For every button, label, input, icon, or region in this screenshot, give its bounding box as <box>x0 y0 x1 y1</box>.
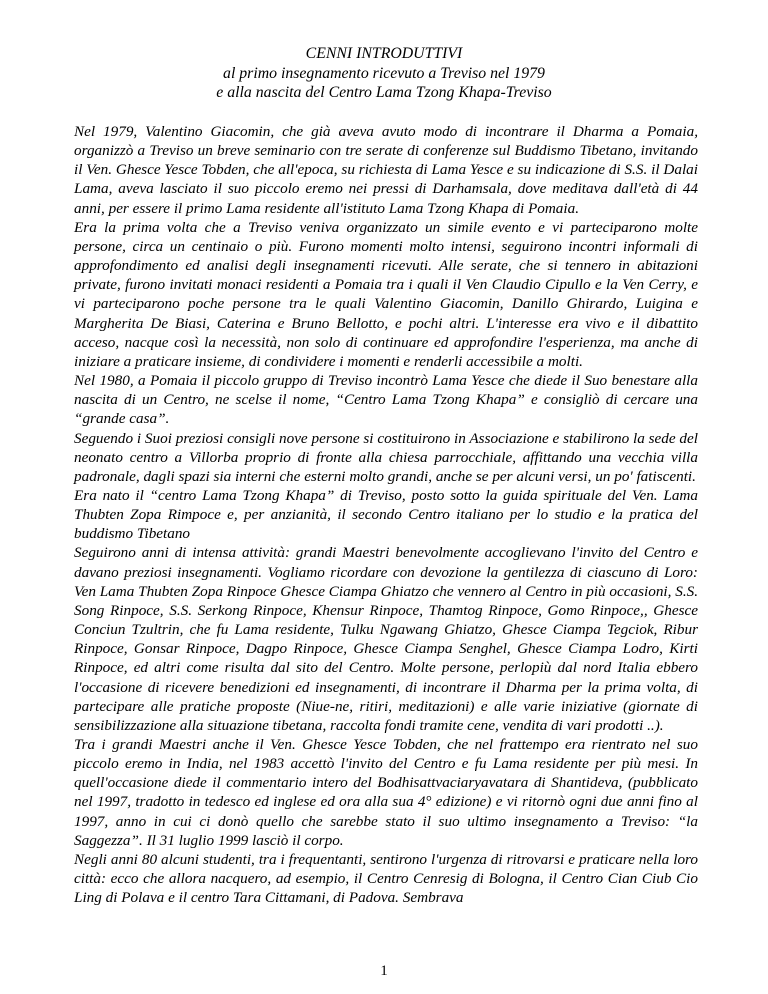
header-subtitle-line-2: e alla nascita del Centro Lama Tzong Khapa-Treviso <box>216 84 552 101</box>
paragraph-first-event: Era la prima volta che a Treviso veniva organizzato un simile evento e vi parteciparono molte persone, circa un centinaio o più. Furono momenti molto intensi, seguirono incontri informali di approfondimento ed analisi degli insegnamenti ricevuti. Alle serate, che si tennero in abitazioni private, furono invitati monaci residenti a Pomaia tra i quali il Ven Claudio Cipullo e la Ven Cerry, e vi parteciparono poche persone tra le quali Valentino Giacomin, Danillo Ghirardo, Luigina e Margherita De Biasi, Caterina e Bruno Bellotto, e pochi altri. L'interesse era vivo e il dibattito acceso, nacque così la necessità, non solo di continuare ed approfondire l'esperienza, ma anche di iniziare a praticare insieme, di condividere i momenti e renderli accessibile a molti. <box>74 218 698 370</box>
document-body <box>74 122 698 907</box>
paragraph-ghesce-yesce-tobden: Tra i grandi Maestri anche il Ven. Ghesce Yesce Tobden, che nel frattempo era rientrato nel suo piccolo eremo in India, nel 1983 accettò l'invito del Centro e fu Lama residente per più mesi. In quell'occasione diede il commentario intero del Bodhisattvaciaryavatara di Shantideva, (pubblicato nel 1997, tradotto in tedesco ed inglese ed ora alla sua 4° edizione) e vi ritornò ogni due anni fino al 1997, anno in cui ci donò quello che sarebbe stato il suo ultimo insegnamento a Treviso: “la Saggezza”. Il 31 luglio 1999 lasciò il corpo. <box>74 736 698 849</box>
paragraph-1980-lama-yesce: Nel 1980, a Pomaia il piccolo gruppo di Treviso incontrò Lama Yesce che diede il Suo benestare alla nascita di un Centro, ne scelse il nome, “Centro Lama Tzong Khapa” e consigliò di cercare una “grande casa”. <box>74 372 698 428</box>
paragraph-1979-seminar: Nel 1979, Valentino Giacomin, che già aveva avuto modo di incontrare il Dharma a Pomaia, organizzò a Treviso un breve seminario con tre serate di conferenze sul Buddismo Tibetano, invitando il Ven. Ghesce Yesce Tobden, che all'epoca, su richiesta di Lama Yesce e su indicazione di S.S. il Dalai Lama, aveva lasciato il suo piccolo eremo nei pressi di Darhamsala, dove meditava dall'età di 44 anni, per essere il primo Lama residente all'istituto Lama Tzong Khapa di Pomaia. <box>74 123 698 217</box>
paragraph-masters: Seguirono anni di intensa attività: grandi Maestri benevolmente accoglievano l'invito del Centro e davano preziosi insegnamenti. Vogliamo ricordare con devozione la gentilezza di ciascuno di Loro: Ven Lama Thubten Zopa Rinpoce Ghesce Ciampa Ghiatzo che vennero al Centro in più occasioni, S.S. Song Rinpoce, S.S. Serkong Rinpoce, Khensur Rinpoce, Thamtog Rinpoce, Gomo Rinpoce,, Ghesce Conciun Tzultrin, che fu Lama residente, Tulku Ngawang Ghiatzo, Ghesce Ciampa Tegciok, Ribur Rinpoce, Gonsar Rinpoce, Dagpo Rinpoce, Ghesce Ciampa Senghel, Ghesce Ciampa Lodro, Kirti Rinpoce, ed altri come risulta dal sito del Centro. Molte persone, perlopiù dal nord Italia ebbero l'occasione di ricevere benedizioni ed insegnamenti, di incontrare il Dharma per la prima volta, di partecipare alle pratiche proposte (Niue-ne, ritiri, meditazioni) e alle varie iniziative (giornate di sensibilizzazione alla situazione tibetana, raccolta fondi tramite cene, vendita di vari prodotti ..). <box>74 544 699 734</box>
paragraph-association: Seguendo i Suoi preziosi consigli nove persone si costituirono in Associazione e stabilirono la sede del neonato centro a Villorba proprio di fronte alla chiesa parrocchiale, affittando una vecchia villa padronale, dagli spazi sia interni che esterni molto grandi, anche se per alcuni versi, un po' fatiscenti. <box>74 429 698 485</box>
paragraph-centre-born: Era nato il “centro Lama Tzong Khapa” di Treviso, posto sotto la guida spirituale del Ven. Lama Thubten Zopa Rimpoce e, per anzianità, il secondo Centro italiano per lo studio e la pratica del buddismo Tibetano <box>74 486 698 543</box>
header-title: CENNI INTRODUTTIVI <box>305 45 463 62</box>
paragraph-80s-students: Negli anni 80 alcuni studenti, tra i frequentanti, sentirono l'urgenza di ritrovarsi e praticare nella loro città: ecco che allora nacquero, ad esempio, il Centro Cenresig di Bologna, il Centro Cian Ciub Cio Ling di Polava e il centro Tara Cittamani, di Padova. Sembrava <box>74 850 698 907</box>
page-number: 1 <box>380 963 388 979</box>
header-subtitle-line-1: al primo insegnamento ricevuto a Treviso nel 1979 <box>223 64 545 82</box>
document-header <box>0 44 768 103</box>
